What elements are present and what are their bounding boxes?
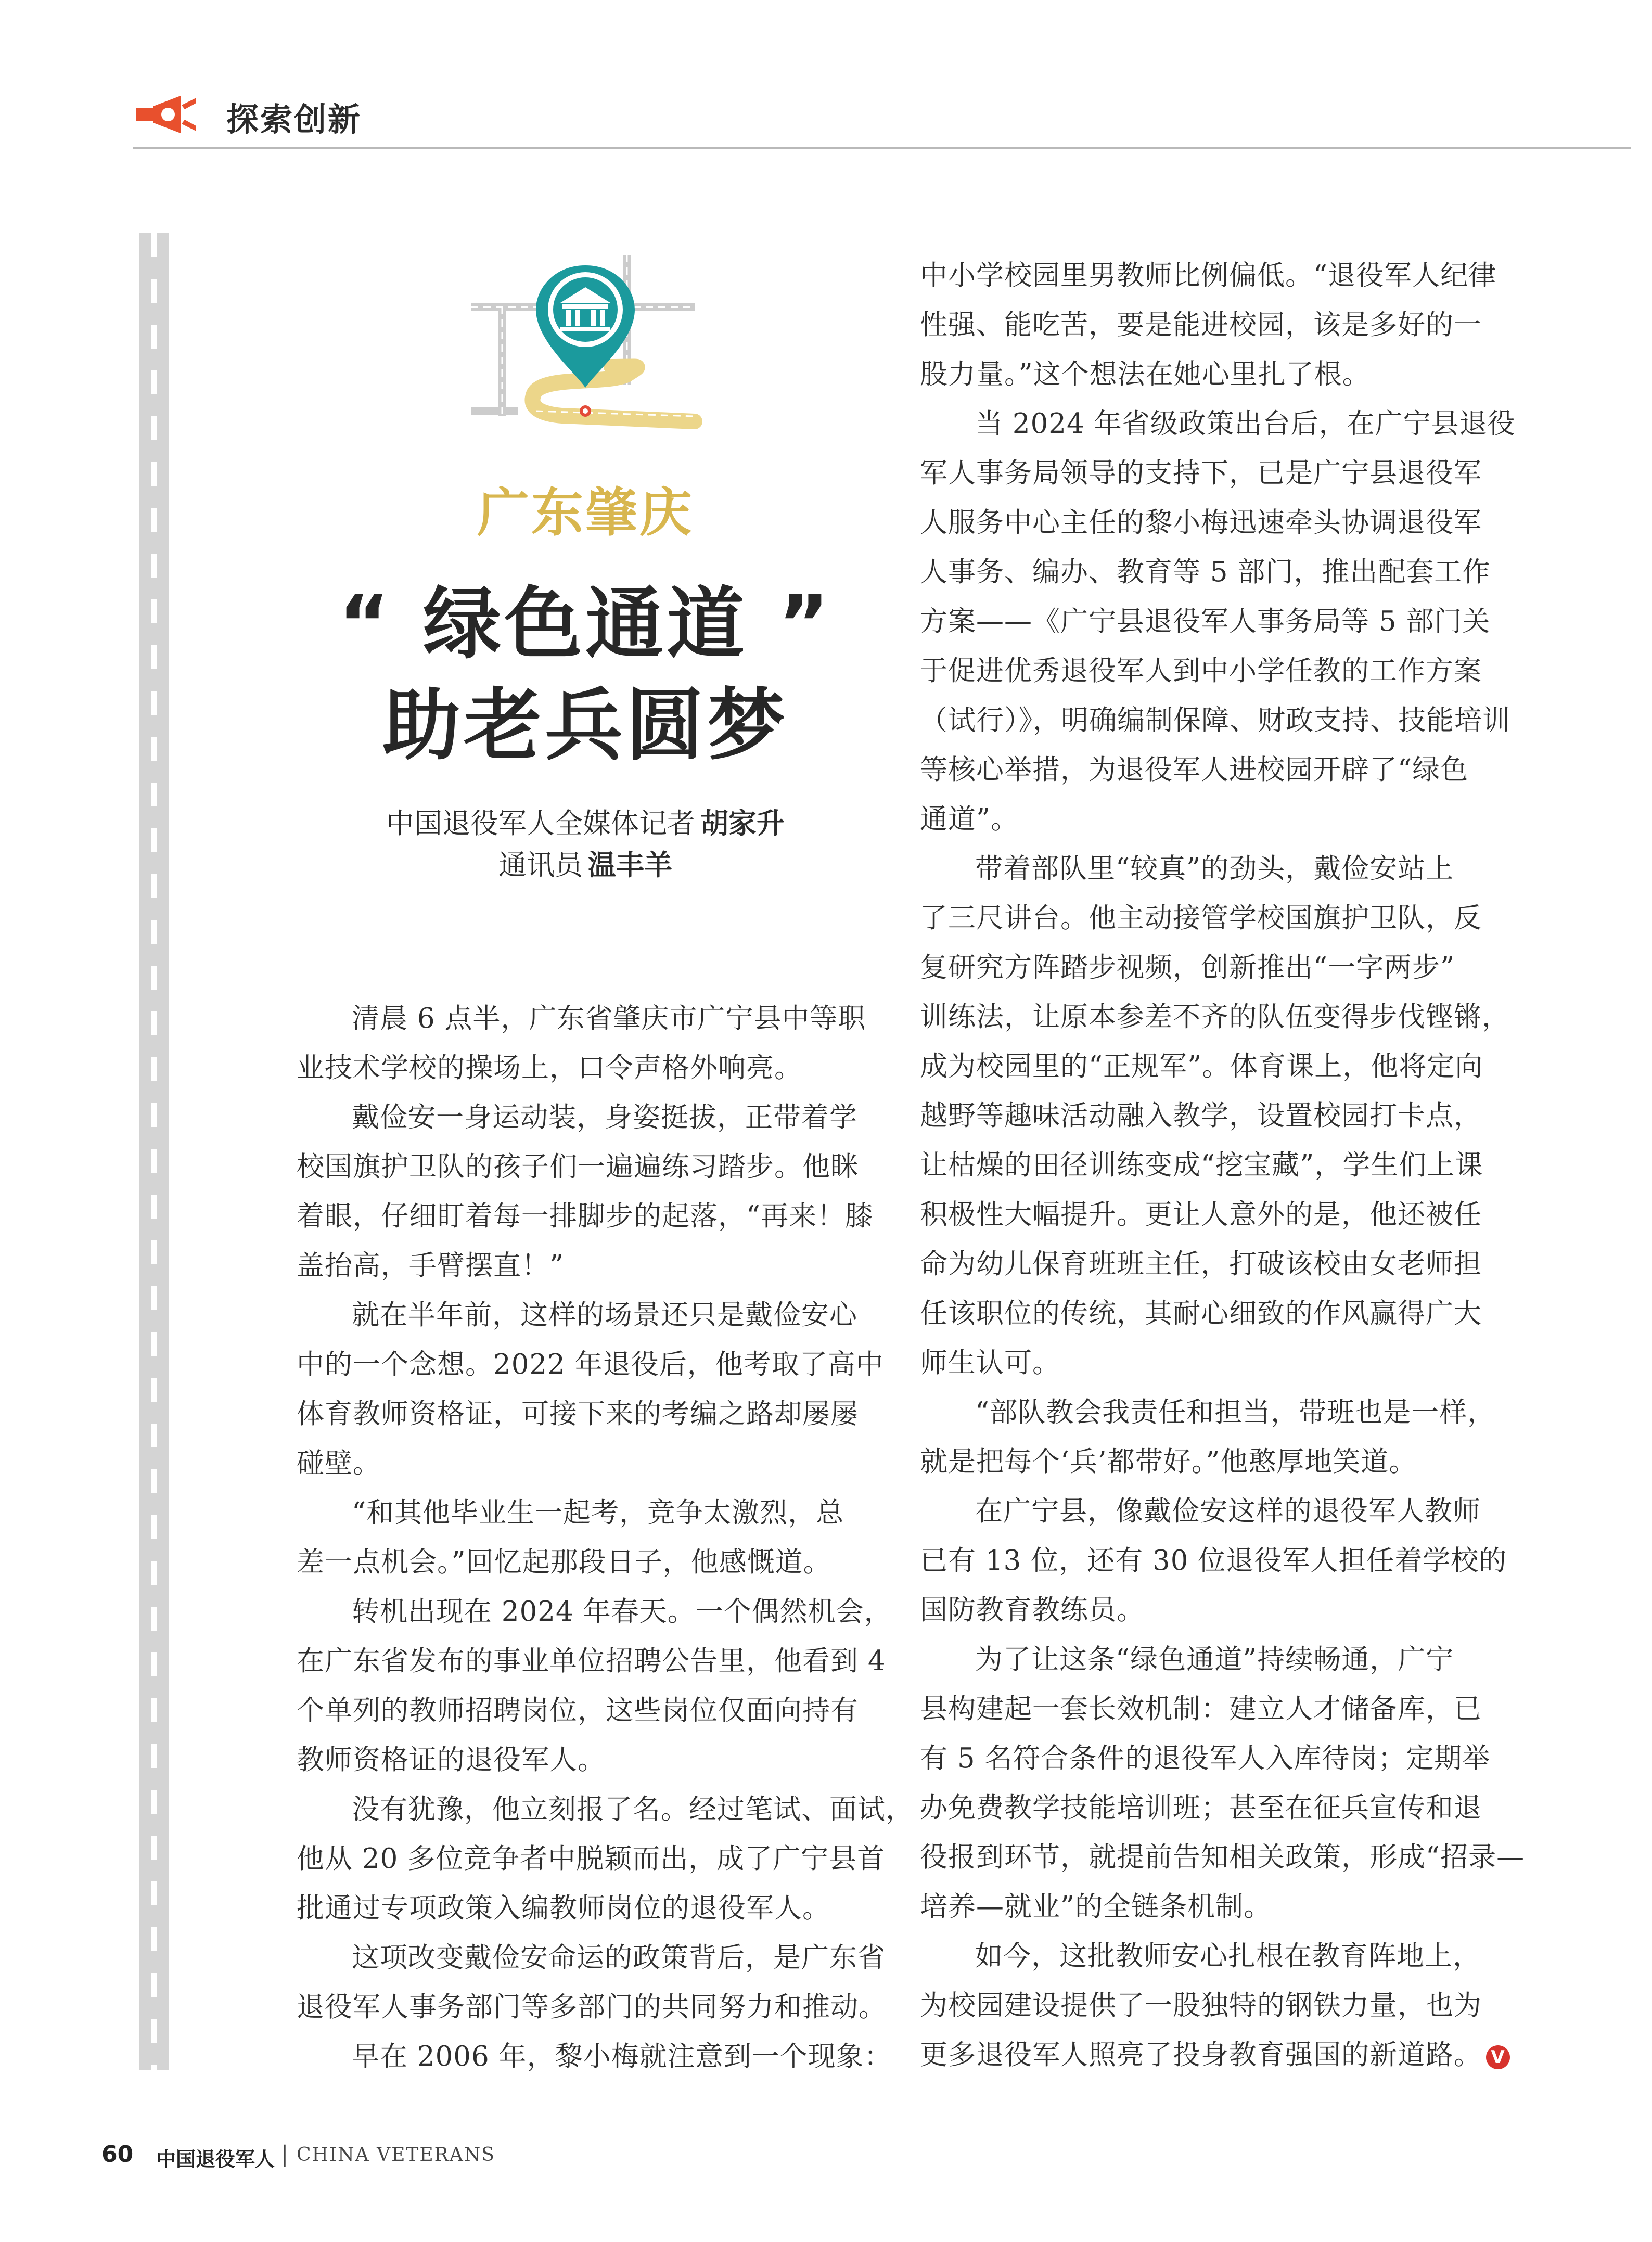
- body-text: 性强、能吃苦，要是能进校园，该是多好的一: [920, 309, 1482, 341]
- body-text-line: [297, 1834, 886, 1884]
- section-title: 探索创新: [226, 100, 362, 138]
- body-text: 体育教师资格证，可接下来的考编之路却屡屡: [297, 1398, 859, 1430]
- body-text-line: [920, 449, 1500, 498]
- body-text-line: [297, 1389, 877, 1439]
- magazine-name-cn: 中国退役军人: [156, 2148, 275, 2171]
- body-text-line: [920, 1190, 1500, 1239]
- body-text: 复研究方阵踏步视频，创新推出“一字两步”: [920, 952, 1455, 983]
- body-text: 任该职位的传统，其耐心细致的作风赢得广大: [920, 1298, 1482, 1329]
- side-road-strip: [139, 233, 169, 2070]
- body-text-line: [297, 1686, 877, 1735]
- body-text: 转机出现在 2024 年春天。一个偶然机会，: [352, 1596, 892, 1628]
- body-text-line: [297, 1192, 877, 1241]
- body-text-line: [920, 1141, 1500, 1190]
- body-text: 为校园建设提供了一股独特的钢铁力量，也为: [920, 1990, 1482, 2021]
- body-text-line: [920, 1684, 1500, 1734]
- body-text: 早在 2006 年，黎小梅就注意到一个现象：: [352, 2041, 892, 2072]
- body-text: 他从 20 多位竞争者中脱颖而出，成了广宁县首: [297, 1843, 886, 1875]
- body-text-line: [920, 745, 1500, 795]
- article-end-mark-icon: V: [1486, 2045, 1510, 2069]
- body-text-line: [920, 893, 1500, 943]
- body-text: 在广东省发布的事业单位招聘公告里，他看到 4: [297, 1645, 886, 1677]
- body-text-line: [920, 992, 1510, 1042]
- body-text: 戴俭安一身运动装，身姿挺拔，正带着学: [352, 1101, 857, 1133]
- body-text: 在广宁县，像戴俭安这样的退役军人教师: [975, 1495, 1481, 1527]
- body-text: 为了让这条“绿色通道”持续畅通，广宁: [975, 1644, 1454, 1675]
- body-text-line: [920, 696, 1510, 745]
- body-text: 清晨 6 点半，广东省肇庆市广宁县中等职: [352, 1003, 866, 1034]
- body-text: 有 5 名符合条件的退役军人入库待岗；定期举: [920, 1743, 1491, 1774]
- body-text: 这项改变戴俭安命运的政策背后，是广东省: [352, 1942, 886, 1974]
- body-text: 师生认可。: [920, 1347, 1060, 1379]
- body-text: 带着部队里“较真”的劲头，戴俭安站上: [975, 853, 1454, 885]
- body-text-line: [297, 1439, 877, 1488]
- body-text-line: [920, 2030, 1505, 2080]
- body-text-line: [920, 1833, 1525, 1882]
- body-text: 没有犹豫，他立刻报了名。经过笔试、面试，: [352, 1793, 914, 1825]
- body-text-line: [297, 1241, 877, 1290]
- body-text: 办免费教学技能培训班；甚至在征兵宣传和退: [920, 1792, 1482, 1824]
- body-text-line: [920, 1536, 1507, 1585]
- body-column-left: [297, 994, 914, 2081]
- body-text: （试行）》，明确编制保障、财政支持、技能培训: [920, 704, 1510, 736]
- body-text: 盖抬高，手臂摆直！”: [297, 1250, 565, 1282]
- body-text-line: [297, 1933, 886, 1982]
- footer-separator: |: [281, 2141, 289, 2167]
- body-text-line: [920, 1585, 1500, 1635]
- body-text-line: [920, 547, 1500, 597]
- body-text: 碰壁。: [297, 1447, 381, 1479]
- body-text: 中小学校园里男教师比例偏低。“退役军人纪律: [920, 260, 1497, 291]
- body-text: 批通过专项政策入编教师岗位的退役军人。: [297, 1892, 830, 1924]
- body-text: 命为幼儿保育班班主任，打破该校由女老师担: [920, 1248, 1482, 1280]
- body-text-line: [920, 1487, 1500, 1536]
- body-text-line: [920, 1734, 1500, 1783]
- body-text-line: [297, 1587, 892, 1636]
- body-text: 培养—就业”的全链条机制。: [920, 1891, 1272, 1923]
- body-text: 教师资格证的退役军人。: [297, 1744, 606, 1776]
- body-text-line: [920, 795, 1500, 844]
- page-number: 60: [101, 2141, 134, 2168]
- road-dashes: [151, 233, 157, 2070]
- body-text: 着眼，仔细盯着每一排脚步的起落，“再来！膝: [297, 1200, 874, 1232]
- body-text: 于促进优秀退役军人到中小学任教的工作方案: [920, 655, 1482, 687]
- body-text: 县构建起一套长效机制：建立人才储备库，已: [920, 1693, 1482, 1725]
- body-text: 股力量。”这个想法在她心里扎了根。: [920, 358, 1371, 390]
- body-text: 积极性大幅提升。更让人意外的是，他还被任: [920, 1199, 1482, 1231]
- body-text: 如今，这批教师安心扎根在教育阵地上，: [975, 1940, 1481, 1972]
- body-text: 军人事务局领导的支持下，已是广宁县退役军: [920, 457, 1482, 489]
- body-text-line: [920, 300, 1500, 350]
- body-text: 个单列的教师招聘岗位，这些岗位仅面向持有: [297, 1695, 859, 1726]
- body-text: 役报到环节，就提前告知相关政策，形成“招录—: [920, 1841, 1525, 1873]
- body-text-line: [297, 2032, 892, 2081]
- body-text-line: [920, 1981, 1500, 2030]
- body-text-line: [297, 1340, 884, 1389]
- body-text-line: [920, 498, 1500, 547]
- body-text: 校国旗护卫队的孩子们一遍遍练习踏步。他眯: [297, 1151, 859, 1183]
- body-text: 训练法，让原本参差不齐的队伍变得步伐铿锵，: [920, 1001, 1510, 1033]
- body-text-line: [920, 1338, 1500, 1388]
- body-text-line: [920, 1091, 1500, 1141]
- body-text: 让枯燥的田径训练变成“挖宝藏”，学生们上课: [920, 1149, 1483, 1181]
- body-text-line: [297, 1636, 886, 1686]
- body-text-line: [920, 399, 1516, 449]
- body-text-line: [297, 1982, 887, 2032]
- body-text-line: [920, 646, 1500, 696]
- body-text-line: [920, 844, 1500, 893]
- body-text-line: [297, 1142, 877, 1192]
- body-text: 就是把每个‘兵’都带好。”他憨厚地笑道。: [920, 1446, 1417, 1478]
- body-text-line: [920, 251, 1500, 300]
- body-text-line: [920, 350, 1500, 399]
- body-text-line: [920, 1437, 1500, 1487]
- body-text-line: [297, 994, 877, 1043]
- byline-correspondent-role: 通讯员: [498, 849, 583, 881]
- body-text-line: [920, 597, 1500, 646]
- body-text-line: [297, 1884, 877, 1933]
- headline-line-1: “ 绿色通道 ”: [338, 579, 833, 670]
- body-text-line: [920, 1635, 1500, 1684]
- body-text: 人事务、编办、教育等 5 部门，推出配套工作: [920, 556, 1491, 588]
- byline-correspondent-name: 温丰羊: [588, 849, 672, 881]
- magazine-name-en: CHINA VETERANS: [297, 2144, 495, 2166]
- body-text: “部队教会我责任和担当，带班也是一样，: [975, 1397, 1496, 1428]
- map-pin-school-icon: [471, 255, 700, 442]
- header-divider: [133, 147, 1631, 149]
- body-text: 国防教育教练员。: [920, 1594, 1145, 1626]
- body-text: 就在半年前，这样的场景还只是戴俭安心: [352, 1299, 857, 1331]
- body-text-line: [297, 1735, 877, 1785]
- body-text: 退役军人事务部门等多部门的共同努力和推动。: [297, 1991, 887, 2023]
- body-text-line: [920, 1042, 1500, 1091]
- body-text: 成为校园里的“正规军”。体育课上，他将定向: [920, 1050, 1483, 1082]
- byline-reporter: [291, 801, 879, 841]
- body-column-right: [920, 251, 1525, 2080]
- body-text: 越野等趣味活动融入教学，设置校园打卡点，: [920, 1100, 1482, 1132]
- body-text: 通道”。: [920, 803, 1019, 835]
- body-text-line: [297, 1488, 877, 1538]
- page-header: [133, 88, 1642, 146]
- body-text-line: [920, 1882, 1500, 1931]
- headline-line-2: 助老兵圆梦: [382, 681, 788, 771]
- megaphone-logo-icon: [133, 94, 198, 135]
- byline-reporter-name: 胡家升: [700, 807, 785, 840]
- body-text: 中的一个念想。2022 年退役后，他考取了高中: [297, 1349, 884, 1380]
- body-text-line: [920, 1783, 1500, 1833]
- body-text-line: [920, 943, 1500, 992]
- body-text-line: [920, 1931, 1500, 1981]
- body-text: 了三尺讲台。他主动接管学校国旗护卫队，反: [920, 902, 1482, 934]
- body-text: 更多退役军人照亮了投身教育强国的新道路。: [920, 2039, 1482, 2071]
- body-text: 等核心举措，为退役军人进校园开辟了“绿色: [920, 754, 1469, 786]
- byline-correspondent: [291, 843, 879, 883]
- body-text-line: [920, 1388, 1500, 1437]
- body-text-line: [297, 1785, 914, 1834]
- byline-reporter-role: 中国退役军人全媒体记者: [386, 807, 695, 840]
- body-text-line: [297, 1290, 877, 1340]
- body-text-line: [920, 1239, 1500, 1289]
- body-text-line: [920, 1289, 1500, 1338]
- article-location: 广东肇庆: [477, 482, 694, 543]
- body-text: 当 2024 年省级政策出台后，在广宁县退役: [975, 408, 1516, 440]
- body-text: 人服务中心主任的黎小梅迅速牵头协调退役军: [920, 507, 1482, 539]
- body-text: 已有 13 位，还有 30 位退役军人担任着学校的: [920, 1545, 1507, 1577]
- body-text: “和其他毕业生一起考，竞争太激烈，总: [352, 1497, 844, 1529]
- body-text-line: [297, 1538, 877, 1587]
- body-text-line: [297, 1093, 877, 1142]
- body-text-line: [297, 1043, 877, 1093]
- body-text: 业技术学校的操场上，口令声格外响亮。: [297, 1052, 802, 1084]
- body-text: 差一点机会。”回忆起那段日子，他感慨道。: [297, 1546, 831, 1578]
- body-text: 方案——《广宁县退役军人事务局等 5 部门关: [920, 606, 1491, 637]
